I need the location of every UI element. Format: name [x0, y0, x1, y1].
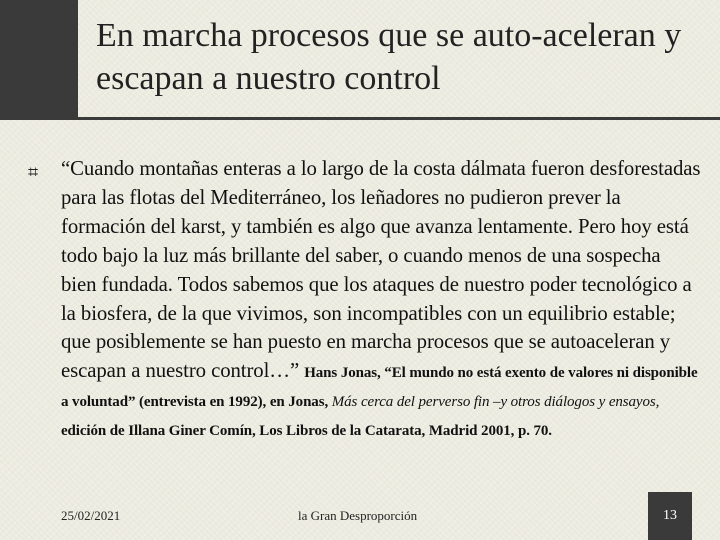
slide-title: En marcha procesos que se auto-aceleran y escapan a nuestro control: [96, 17, 682, 97]
quote-paragraph: [61, 155, 701, 444]
slide-number-badge: [648, 492, 692, 540]
quote-body: “Cuando montañas enteras a lo largo de la costa dálmata fueron desforestadas para las flotas del Mediterráneo, los leñadores no pudieron prever la formación del karst, y también es algo que avanza lentamente. Pero hoy está todo bajo la luz más brillante del saber, o cuando menos de una sospecha bien fundada. Todos sabemos que los ataques de nuestro poder tecnológico a la biosfera, de la que vivimos, son incompatibles con un equilibrio estable; que posiblemente se han puesto en marcha procesos que se autoaceleran y escapan a nuestro control…”: [61, 157, 701, 383]
citation-part1: Hans Jonas, “El mundo no está exento de valores ni disponible a voluntad” (entrevista en 1992), en Jonas,: [61, 365, 698, 411]
title-accent-bar: [0, 0, 78, 120]
title-underline-rule: [0, 117, 720, 120]
citation-book-title: Más cerca del perverso fin –y otros diálogos y ensayos,: [331, 394, 660, 411]
square-bullet-icon: ⌗: [28, 162, 39, 183]
footer-presentation-title: la Gran Desproporción: [298, 508, 418, 523]
citation-part2: edición de Illana Giner Comín, Los Libros de la Catarata, Madrid 2001, p. 70.: [61, 423, 552, 440]
slide-number: 13: [663, 508, 677, 523]
footer-date: 25/02/2021: [61, 508, 121, 523]
